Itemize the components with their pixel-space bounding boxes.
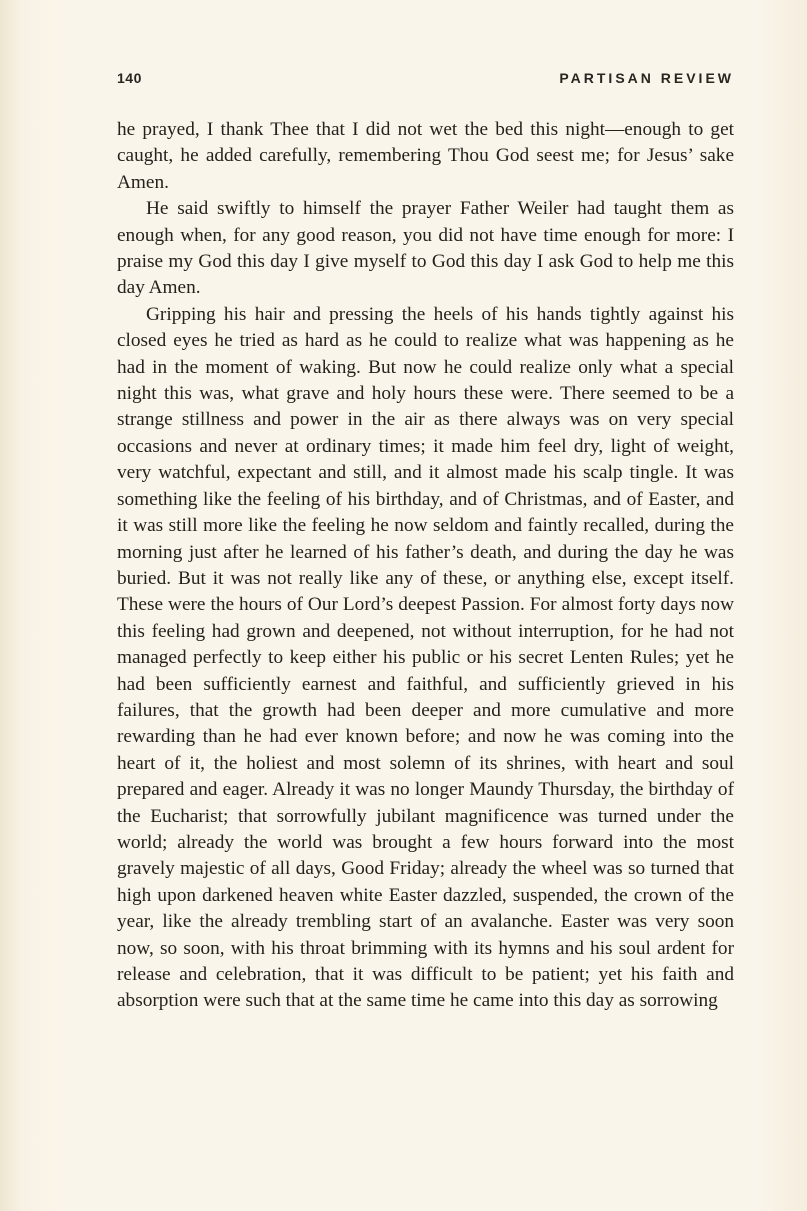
page-header <box>117 70 734 90</box>
paragraph-continued: he prayed, I thank Thee that I did not wet the bed this night—enough to get caught, he added carefully, remembering Thou God seest me; for Jesus’ sake Amen. <box>117 119 734 193</box>
paragraph-prayer: He said swiftly to himself the prayer Father Weiler had taught them as enough when, for any good reason, you did not have time enough for more: I praise my God this day I give myself to God this day I ask God to help me this day Amen. <box>117 198 734 299</box>
body-text <box>117 117 734 1015</box>
paragraph-passion: Gripping his hair and pressing the heels of his hands tightly against his closed eyes he tried as hard as he could to realize what was happening as he had in the moment of waking. But now he could realize only what a special night this was, what grave and holy hours these were. There seemed to be a strange stillness and power in the air as there always was on very special occasions and never at ordinary times; it made him feel dry, light of weight, very watchful, expectant and still, and it almost made his scalp tingle. It was something like the feeling of his birthday, and of Christmas, and of Easter, and it was still more like the feeling he now seldom and faintly recalled, during the morning just after he learned of his father’s death, and during the day he was buried. But it was not really like any of these, or anything else, except itself. These were the hours of Our Lord’s deepest Passion. For almost forty days now this feeling had grown and deepened, not without interruption, for he had not managed perfectly to keep either his public or his secret Lenten Rules; yet he had been sufficiently earnest and faithful, and sufficiently grieved in his failures, that the growth had been deeper and more cumulative and more rewarding than he had ever known before; and now he was coming into the heart of it, the holiest and most solemn of its shrines, with heart and soul prepared and eager. Already it was no longer Maundy Thursday, the birthday of the Eucharist; that sorrowfully jubilant magnificence was turned under the world; already the world was brought a few hours forward into the most gravely majestic of all days, Good Friday; already the wheel was so turned that high upon darkened heaven white Easter dazzled, suspended, the crown of the year, like the already trembling start of an avalanche. Easter was very soon now, so soon, with his throat brimming with its hymns and his soul ardent for release and celebration, that it was difficult to be patient; yet his faith and absorption were such that at the same time he came into this day as sorrowing <box>117 303 734 1012</box>
running-head: PARTISAN REVIEW <box>559 70 734 86</box>
page-number: 140 <box>117 70 142 86</box>
